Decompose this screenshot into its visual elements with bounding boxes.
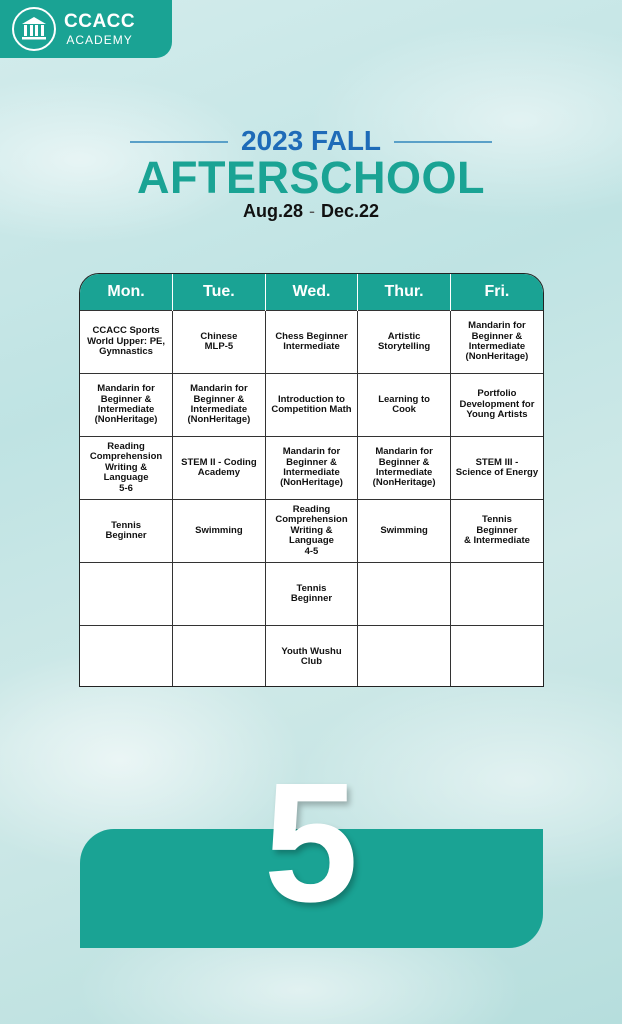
table-row — [80, 374, 543, 437]
brand-subtitle: ACADEMY — [66, 33, 133, 47]
table-row — [80, 500, 543, 563]
class-cell: Swimming — [173, 500, 266, 563]
day-header-mon: Mon. — [80, 274, 173, 311]
class-cell — [80, 626, 173, 688]
class-cell: Tennis Beginner — [265, 563, 358, 626]
day-header-wed: Wed. — [265, 274, 358, 311]
schedule-table — [79, 273, 544, 687]
class-cell: Reading Comprehension Writing & Language 5-6 — [80, 437, 173, 500]
class-cell: Mandarin for Beginner & Intermediate (NonHeritage) — [265, 437, 358, 500]
class-cell — [80, 563, 173, 626]
end-date: Dec.22 — [320, 201, 380, 221]
brand-text — [64, 12, 135, 46]
class-cell: Swimming — [358, 500, 451, 563]
day-header-row — [80, 274, 543, 311]
date-separator: - — [308, 201, 315, 221]
brand-badge — [0, 0, 172, 58]
day-header-fri: Fri. — [450, 274, 543, 311]
class-cell: Mandarin for Beginner & Intermediate (NonHeritage) — [80, 374, 173, 437]
date-range — [0, 201, 622, 222]
class-cell: Introduction to Competition Math — [265, 374, 358, 437]
table-row — [80, 311, 543, 374]
class-cell: Tennis Beginner & Intermediate — [450, 500, 543, 563]
page-number: 5 — [263, 748, 359, 938]
class-cell: STEM III - Science of Energy — [450, 437, 543, 500]
class-cell — [173, 626, 266, 688]
class-cell: Mandarin for Beginner & Intermediate (NonHeritage) — [450, 311, 543, 374]
day-header-tue: Tue. — [173, 274, 266, 311]
class-cell: Chess Beginner Intermediate — [265, 311, 358, 374]
class-cell — [358, 563, 451, 626]
class-cell: Reading Comprehension Writing & Language 4-5 — [265, 500, 358, 563]
term-year: 2023 FALL — [240, 125, 382, 156]
start-date: Aug.28 — [242, 201, 303, 221]
class-cell — [450, 626, 543, 688]
class-cell: Youth Wushu Club — [265, 626, 358, 688]
page-title: AFTERSCHOOL — [137, 152, 485, 203]
class-cell — [450, 563, 543, 626]
day-header-thur: Thur. — [358, 274, 451, 311]
class-cell: Mandarin for Beginner & Intermediate (NonHeritage) — [358, 437, 451, 500]
table-row — [80, 563, 543, 626]
table-row — [80, 626, 543, 688]
class-cell — [358, 626, 451, 688]
class-cell: Mandarin for Beginner & Intermediate (NonHeritage) — [173, 374, 266, 437]
class-cell: CCACC Sports World Upper: PE, Gymnastics — [80, 311, 173, 374]
class-cell: STEM II - Coding Academy — [173, 437, 266, 500]
class-cell: Tennis Beginner — [80, 500, 173, 563]
academy-logo-icon — [12, 7, 56, 51]
class-cell: Artistic Storytelling — [358, 311, 451, 374]
brand-name: CCACC — [64, 11, 136, 32]
class-cell: Portfolio Development for Young Artists — [450, 374, 543, 437]
class-cell: Learning to Cook — [358, 374, 451, 437]
class-cell: Chinese MLP-5 — [173, 311, 266, 374]
table-row — [80, 437, 543, 500]
class-cell — [173, 563, 266, 626]
